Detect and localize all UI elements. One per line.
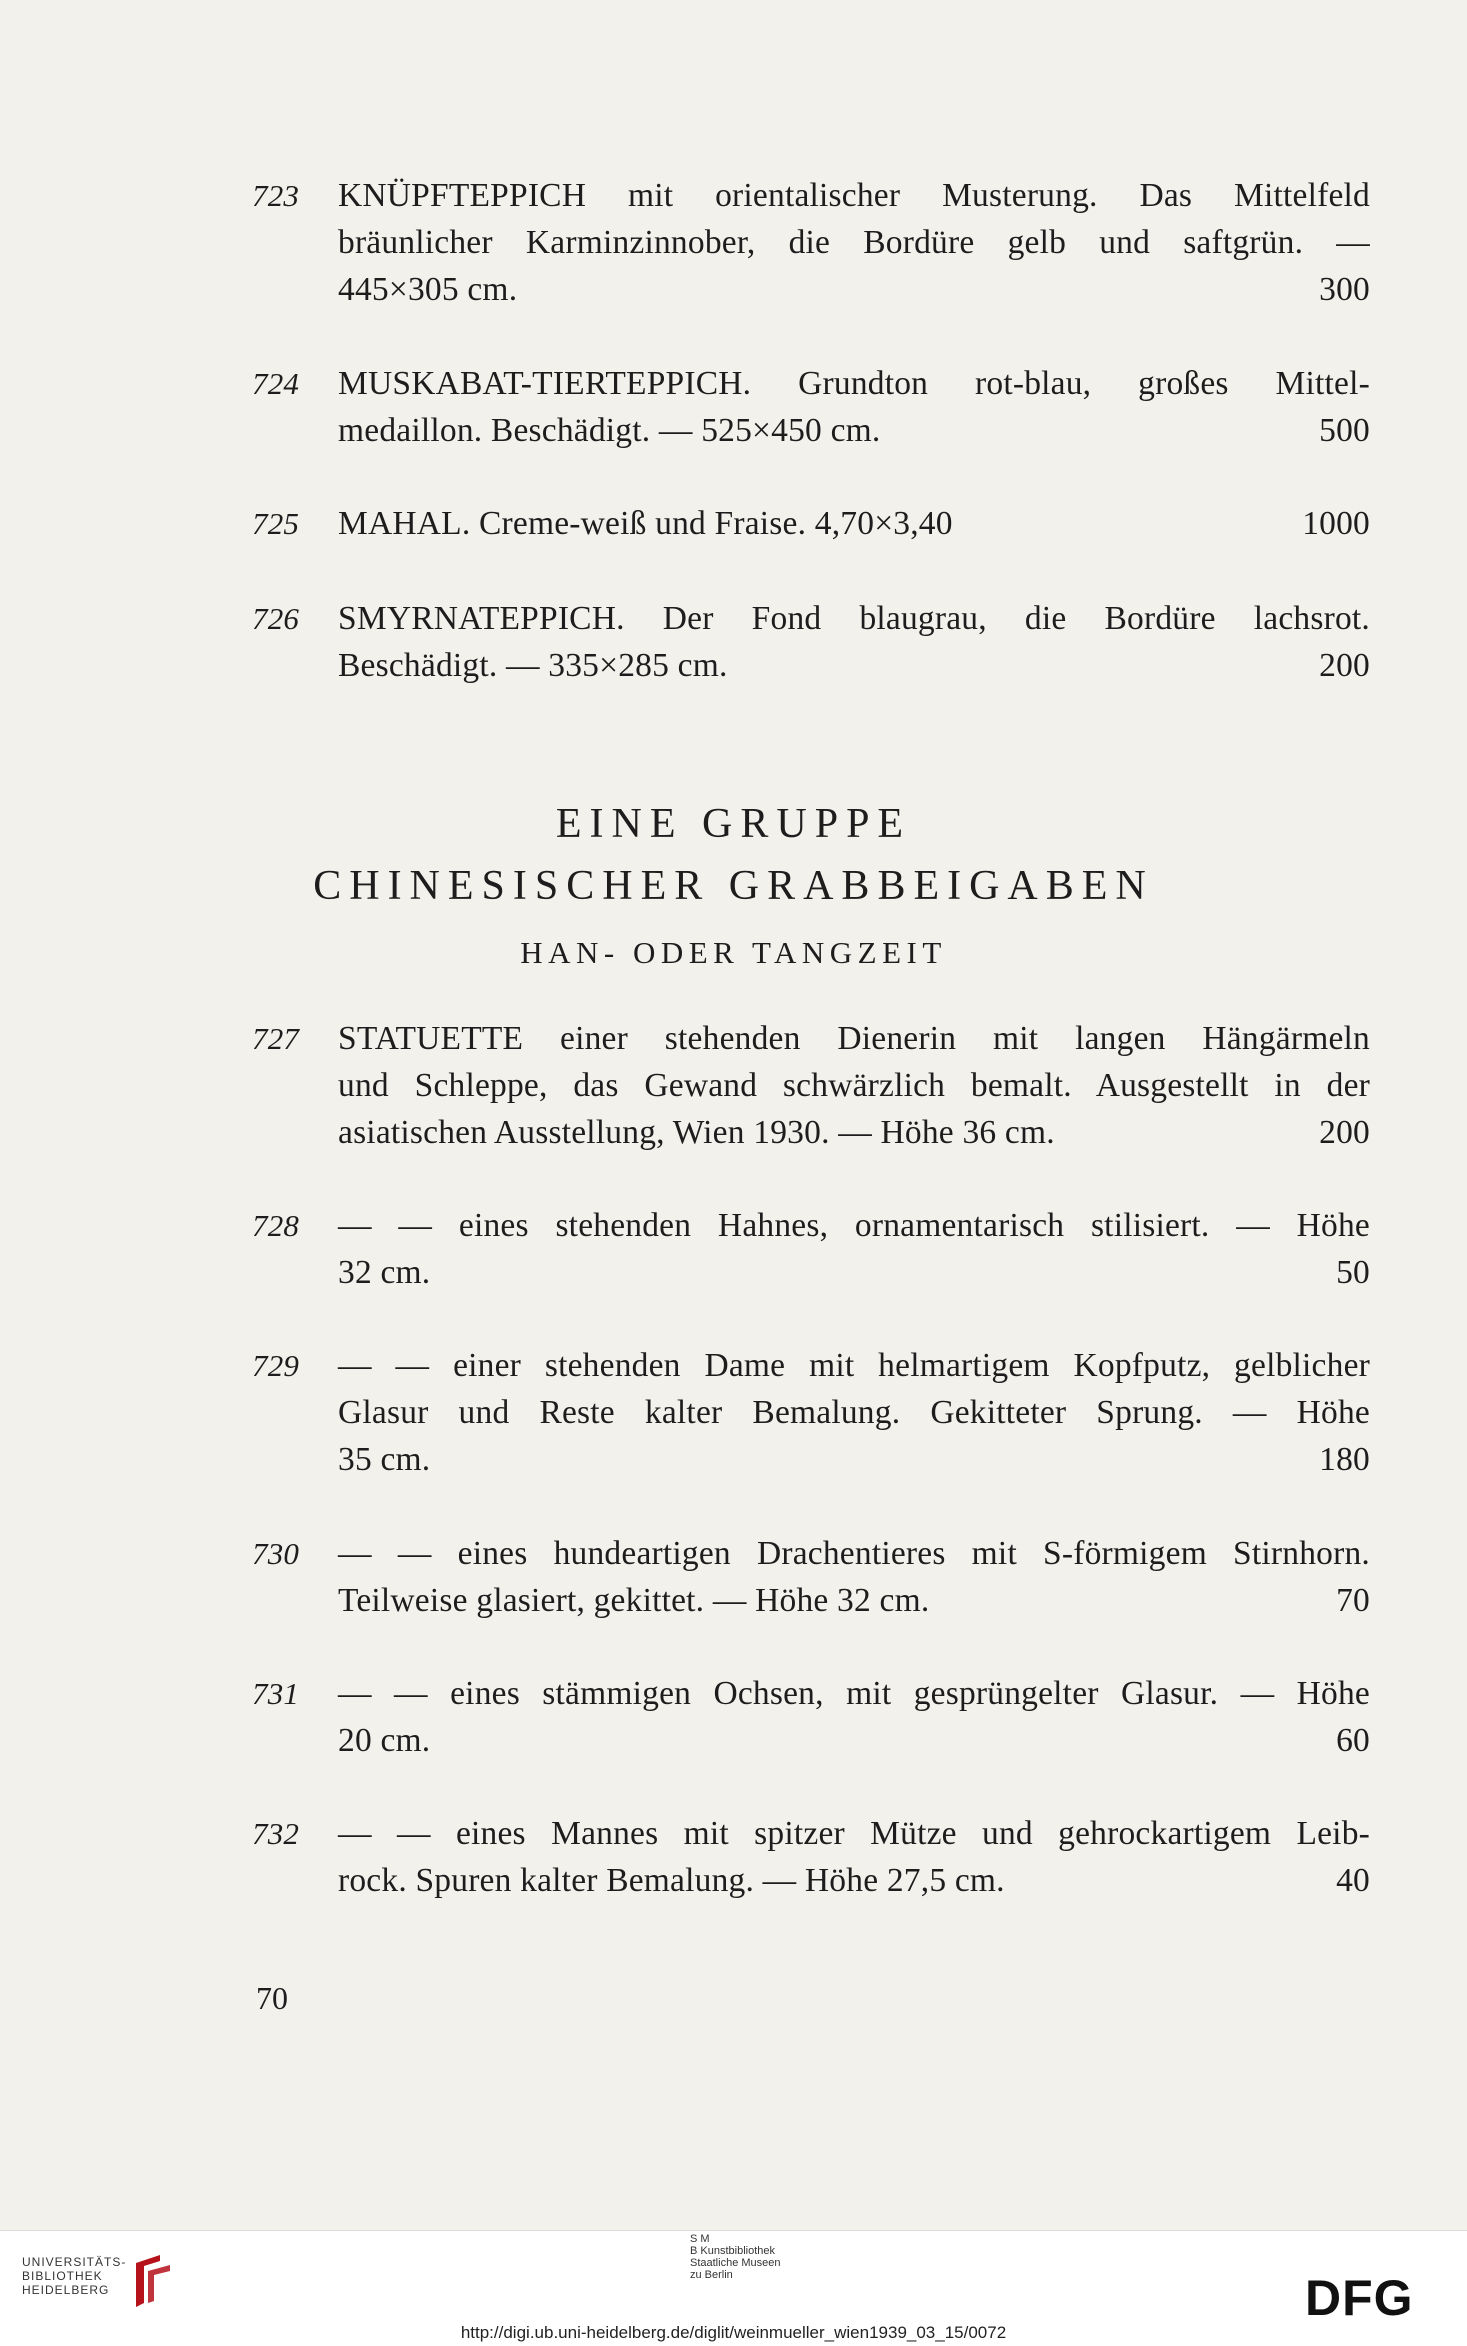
lot-number: 731 [252,1676,300,1711]
entry-description [338,1530,1370,1624]
price: 200 [1319,647,1370,684]
description-last-line [338,1717,1370,1764]
lot-number: 725 [252,506,300,541]
description-line: SMYRNATEPPICH. Der Fond blaugrau, die Bordüre lachsrot. [338,600,1370,637]
entry-description [338,360,1370,454]
catalog-entry [252,595,1375,689]
smb-line: B Kunstbibliothek [690,2245,775,2257]
smb-line: S M [690,2233,710,2245]
entry-description [338,1202,1370,1296]
lot-number: 729 [252,1348,300,1383]
entry-description [338,1342,1370,1483]
description-line: 445×305 cm. [338,271,518,308]
catalog-entry [252,172,1375,313]
section-heading-1: EINE GRUPPE [555,801,912,847]
description-line: MUSKABAT-TIERTEPPICH. Grundton rot-blau, großes Mittel- [338,365,1370,402]
description-line: STATUETTE einer stehenden Dienerin mit langen Hängärmeln [338,1020,1370,1057]
description-last-line [338,500,1370,547]
description-line: bräunlicher Karminzinnober, die Bordüre gelb und saftgrün. — [338,224,1370,261]
description-line: 35 cm. [338,1441,431,1478]
dfg-logo[interactable]: DFG [1305,2270,1414,2326]
description-line: — — eines hundeartigen Drachentieres mit S-förmigem Stirnhorn. [338,1535,1370,1572]
university-logo-icon[interactable] [130,2253,174,2314]
university-line: HEIDELBERG [22,2283,110,2297]
lot-number: 724 [252,366,300,401]
description-line: Teilweise glasiert, gekittet. — Höhe 32 cm. [338,1582,930,1619]
smb-kunstbibliothek-label[interactable] [690,2233,781,2281]
description-line: und Schleppe, das Gewand schwärzlich bemalt. Ausgestellt in der [338,1067,1370,1104]
entry-description [338,1670,1370,1764]
lot-number: 728 [252,1208,300,1243]
catalog-entry [252,1342,1375,1483]
description-line: 20 cm. [338,1722,431,1759]
price: 200 [1319,1114,1370,1151]
entry-description [338,1015,1370,1156]
section-subheading: HAN- ODER TANGZEIT [520,935,947,970]
catalog-entry [252,500,1375,547]
description-line: Glasur und Reste kalter Bemalung. Gekitteter Sprung. — Höhe [338,1394,1370,1431]
university-library-label[interactable] [22,2255,126,2297]
description-last-line [338,642,1370,689]
lot-number: 730 [252,1536,300,1571]
price: 50 [1336,1254,1370,1291]
price: 300 [1319,271,1370,308]
description-line: asiatischen Ausstellung, Wien 1930. — Höhe 36 cm. [338,1114,1055,1151]
lot-number: 723 [252,178,300,213]
description-last-line [338,1857,1370,1904]
description-line: MAHAL. Creme-weiß und Fraise. 4,70×3,40 [338,505,953,542]
description-last-line [338,1249,1370,1296]
price: 500 [1319,412,1370,449]
catalog-entry [252,1202,1375,1296]
entry-description [338,500,1370,547]
description-line: — — eines stämmigen Ochsen, mit gesprüngelter Glasur. — Höhe [338,1675,1370,1712]
catalog-entry [252,1810,1375,1904]
description-line: medaillon. Beschädigt. — 525×450 cm. [338,412,881,449]
description-last-line [338,407,1370,454]
description-line: — — eines stehenden Hahnes, ornamentarisch stilisiert. — Höhe [338,1207,1370,1244]
price: 60 [1336,1722,1370,1759]
entry-description [338,172,1370,313]
entry-description [338,595,1370,689]
description-line: 32 cm. [338,1254,431,1291]
description-last-line [338,1577,1370,1624]
lot-number: 732 [252,1816,300,1851]
description-line: rock. Spuren kalter Bemalung. — Höhe 27,5 cm. [338,1862,1005,1899]
smb-line: Staatliche Museen [690,2257,781,2269]
description-last-line [338,266,1370,313]
price: 40 [1336,1862,1370,1899]
catalog-entry [252,1530,1375,1624]
description-line: KNÜPFTEPPICH mit orientalischer Musterung. Das Mittelfeld [338,177,1370,214]
catalog-entry [252,360,1375,454]
catalog-entry [252,1015,1375,1156]
description-line: Beschädigt. — 335×285 cm. [338,647,728,684]
permalink-url[interactable]: http://digi.ub.uni-heidelberg.de/diglit/weinmueller_wien1939_03_15/0072 [460,2323,1007,2342]
price: 1000 [1302,505,1370,542]
lot-number: 726 [252,601,300,636]
description-last-line [338,1436,1370,1483]
description-line: — — einer stehenden Dame mit helmartigem Kopfputz, gelblicher [338,1347,1370,1384]
footer-bar [0,2230,1467,2346]
page-number: 70 [256,1980,288,2016]
lot-number: 727 [252,1021,300,1056]
smb-line: zu Berlin [690,2269,733,2281]
catalog-entry [252,1670,1375,1764]
section-heading-2: CHINESISCHER GRABBEIGABEN [313,863,1154,909]
price: 70 [1336,1582,1370,1619]
university-line: BIBLIOTHEK [22,2269,103,2283]
entry-description [338,1810,1370,1904]
description-line: — — eines Mannes mit spitzer Mütze und gehrockartigem Leib- [338,1815,1370,1852]
university-line: UNIVERSITÄTS- [22,2255,127,2269]
description-last-line [338,1109,1370,1156]
price: 180 [1319,1441,1370,1478]
